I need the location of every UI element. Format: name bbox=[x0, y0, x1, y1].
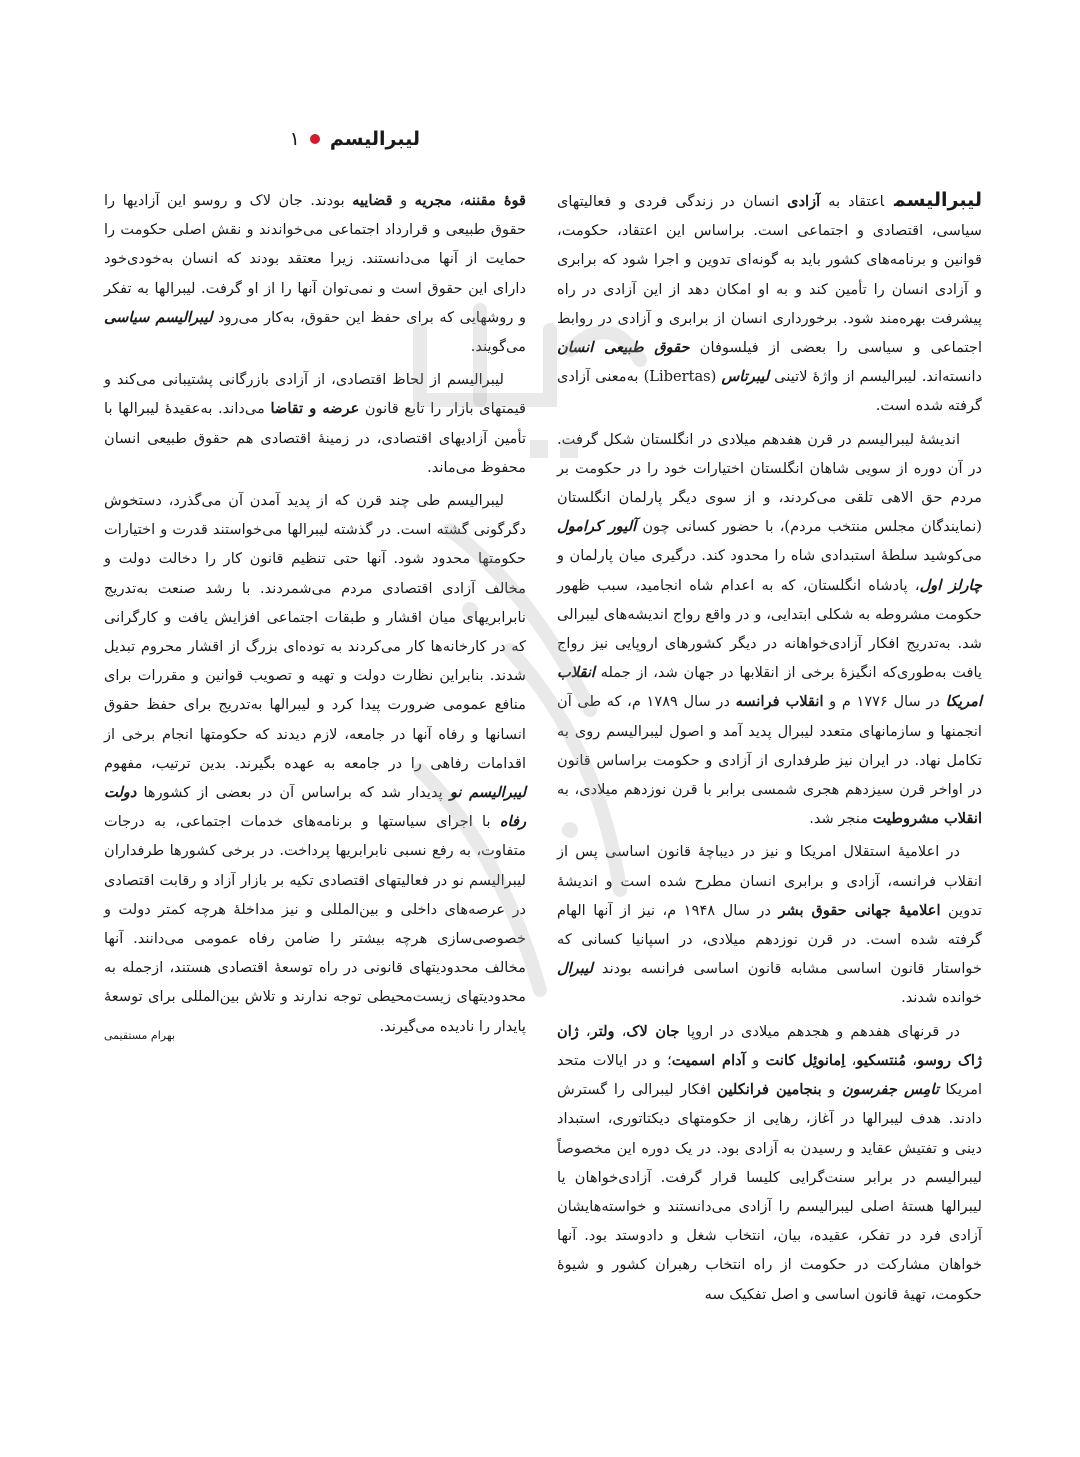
left-column bbox=[104, 186, 526, 1050]
text-span: می‌گویند. bbox=[470, 338, 526, 356]
page-header bbox=[120, 124, 420, 154]
bold-italic-term: حقوق طبیعی انسان bbox=[557, 339, 690, 357]
text-span: و bbox=[745, 1051, 766, 1069]
bold-italic-term: انقلاب امریکا bbox=[557, 664, 983, 711]
bold-term: ژان ژاک روسو bbox=[557, 1022, 983, 1069]
text-span: در اعلامیهٔ استقلال امریکا و نیز در دیباچهٔ قانون اساسی پس از انقلاب فرانسه، آزادی و برابری انسان مطرح شده است و اندیشهٔ تدوین bbox=[557, 843, 982, 919]
bold-italic-term: چارلز اول bbox=[919, 576, 982, 594]
bold-italic-term: لیبرالیسم سیاسی bbox=[104, 308, 213, 326]
bold-term: انقلاب مشروطیت bbox=[872, 810, 982, 828]
paragraph-history bbox=[557, 425, 982, 834]
bold-term: عرضه و تقاضا bbox=[270, 400, 360, 418]
text-span: و bbox=[821, 1081, 842, 1099]
bold-term: قضاییه bbox=[352, 192, 393, 209]
text-span: بودند. جان لاک و روسو این آزادیها را حقوق طبیعی و قرارداد اجتماعی می‌خواندند و نقش اصلی حکومت را حمایت از آنها می‌دانستند. زیرا معتقد بودند که انسان به‌خودی‌خود دارای این حقوق است و نمی‌توان آنها را از او گرفت. لیبرالها به تفکر و روشهایی که برای حفظ این حقوق، به‌کار می‌رود bbox=[104, 192, 526, 326]
bold-term: مُنتسکیو bbox=[856, 1051, 907, 1069]
text-span: اعتقاد به bbox=[820, 193, 885, 210]
text-span: اندیشهٔ لیبرالیسم در قرن هفدهم میلادی در انگلستان شکل گرفت. در آن دوره از سویی شاهان انگلستان اختیارات خود را در حکومت بر مردم حق الاهی تلقی می‌کردند، و از سوی دیگر پارلمان انگلستان (نمایندگان مجلس منتخب مردم)، با حضور کسانی چون bbox=[557, 430, 982, 536]
paragraph-thinkers bbox=[557, 1017, 982, 1309]
text-span: ، پادشاه انگلستان، که به اعدام شاه انجامید، سبب ظهور حکومت مشروطه به شکلی ابتدایی، و در واقع رواج اندیشه‌های لیبرالی شد. به‌تدریج افکار آزادی‌خواهانه در دیگر کشورهای اروپایی نیز رواج یافت به‌طوری‌که انگیزهٔ برخی از انقلابها در جهان شد، از جمله bbox=[557, 576, 982, 682]
page-number: ۱ bbox=[289, 128, 300, 150]
text-span: لیبرالیسم طی چند قرن که از پدید آمدن آن می‌گذرد، دستخوش دگرگونی گشته است. در گذشته لیبرالها می‌خواستند قدرت و اختیارات حکومتها محدود شود. آنها حتی تنظیم قانون کار را دخالت دولت و مخالف آزادی اقتصادی مردم می‌شمردند. با رشد صنعت به‌تدریج نابرابریهای میان اقشار و طبقات اجتماعی افزایش یافت و کارگرانی که در کارخانه‌ها کار می‌کردند به توده‌ای بزرگ از اقشار محروم تبدیل شدند. بنابراین نظارت دولت و تهیه و تصویب قوانین و مقررات برای منافع عمومی ضرورت پیدا کرد و لیبرالها به‌تدریج برای حفظ حقوق انسانها و رفاه آنها در جامعه، لازم دیدند که حکومتها انجام برخی از اقدامات رفاهی را در جامعه به عهده بگیرند. بدین ترتیب، مفهوم bbox=[104, 492, 526, 772]
paragraph-economic bbox=[104, 365, 526, 482]
text-span: در قرنهای هفدهم و هجدهم میلادی در اروپا bbox=[679, 1022, 960, 1040]
text-span: ، bbox=[451, 192, 465, 209]
text-span: منجر شد. bbox=[809, 810, 873, 828]
text-span: افکار لیبرالی را گسترش دادند. هدف لیبرالها در آغاز، رهایی از حکومتهای دیکتاتوری، استبداد دینی و تفتیش عقاید و رسیدن به آزادی بود. در یک دوره این مخصوصاً لیبرالیسم در برابر سنت‌گرایی کلیسا قرار گرفت. آزادی‌خواهان یا لیبرالها هستهٔ اصلی لیبرالیسم را آزادی می‌دانستند و خواسته‌هایشان آزادی فرد در تفکر، عقیده، بیان، انتخاب شغل و دادوستد بود. آنها خواهان مشارکت در حکومت از راه انتخاب رهبران کشور و شیوهٔ حکومت، تهیهٔ قانون اساسی و اصل تفکیک سه bbox=[557, 1081, 982, 1303]
text-span: با اجرای سیاستها و برنامه‌های خدمات اجتماعی، به درجات متفاوت، به رفع نسبی نابرابریها پرداخت. در برخی کشورها طرفداران لیبرالیسم نو در فعالیتهای اقتصادی تکیه بر بازار آزاد و رقابت اقتصادی در عرصه‌های داخلی و بین‌المللی و نیز مداخلهٔ هرچه کمتر دولت و خصوصی‌سازی هرچه بیشتر را ضامن رفاه عمومی می‌دانند. آنها مخالف محدودیتهای قانونی در راه توسعهٔ اقتصادی هستند، ازجمله به محدودیتهای زیست‌محیطی توجه ندارند و تلاش بین‌المللی برای توسعهٔ پایدار را نادیده می‌گیرند. bbox=[104, 813, 526, 1035]
text-span: خوانده شدند. bbox=[901, 989, 982, 1007]
text-span: ، bbox=[845, 1051, 857, 1069]
text-span: دانسته‌اند. لیبرالیسم از واژهٔ لاتینی bbox=[769, 368, 982, 386]
text-span: می‌داند. به‌عقیدهٔ لیبرالها با تأمین آزادیهای اقتصادی، در زمینهٔ اقتصادی هم حقوق طبیعی انسان محفوظ می‌ماند. bbox=[104, 400, 526, 476]
text-span: پدیدار شد که براساس آن در بعضی از کشورها bbox=[136, 784, 450, 802]
bold-term: جان لاک bbox=[626, 1022, 680, 1040]
text-span: ، bbox=[906, 1051, 918, 1069]
text-span: لیبرالیسم از لحاظ اقتصادی، از آزادی بازرگانی پشتیبانی می‌کند و قیمتهای بازار را تابع قانون bbox=[104, 371, 526, 418]
header-bullet-icon bbox=[310, 134, 320, 144]
bold-term: آدام اسمیت bbox=[671, 1051, 746, 1069]
text-span: ) به‌معنی آزادی گرفته شده است. bbox=[557, 368, 982, 415]
header-title: لیبرالیسم bbox=[329, 128, 420, 150]
bold-italic-term: دولت رفاه bbox=[104, 784, 526, 831]
bold-italic-term: آلیور کرامول bbox=[557, 518, 637, 536]
bold-term: اِمانوئِل کانت bbox=[765, 1051, 846, 1069]
paragraph-neoliberalism bbox=[104, 486, 526, 1041]
paragraph-intro bbox=[557, 186, 982, 421]
text-span: می‌کوشید سلطهٔ استبدادی شاه را محدود کند. درگیری میان پارلمان و bbox=[557, 547, 982, 565]
paragraph-powers bbox=[104, 186, 526, 361]
bold-term: مجریه bbox=[414, 192, 452, 209]
bold-italic-term: لیبرتاس bbox=[721, 368, 770, 386]
bold-italic-term: تامِس جفرسون bbox=[841, 1081, 939, 1099]
text-span: در سال ۱۷۷۶ م و bbox=[823, 693, 946, 711]
bold-term: اعلامیهٔ جهانی حقوق بشر bbox=[778, 901, 941, 919]
entry-headword: لیبرالیسم bbox=[894, 189, 982, 211]
text-span: در سال ۱۷۸۹ م، که طی آن انجمنها و سازمانهای متعدد لیبرال پدید آمد و اصول لیبرالیسم روی به تکامل نهاد. در ایران نیز طرفداری از آزادی و حکومت براساس قانون در اواخر قرن سیزدهم هجری شمسی برابر با قرن نوزدهم میلادی، به bbox=[557, 693, 982, 799]
text-span: و bbox=[392, 192, 415, 209]
text-span: ؛ و در ایالات متحد امریکا bbox=[557, 1051, 983, 1099]
paragraph-declarations bbox=[557, 837, 982, 1012]
text-span: ، bbox=[578, 1022, 591, 1040]
latin-term: Libertas bbox=[649, 368, 711, 386]
right-column bbox=[557, 186, 982, 1313]
bold-italic-term: لیبرال bbox=[557, 960, 593, 978]
bold-italic-term: لیبرالیسم نو bbox=[449, 784, 527, 802]
text-span: انسان در زندگی فردی و فعالیتهای سیاسی، اقتصادی و اجتماعی است. براساس این اعتقاد، حکومت، قوانین و برنامه‌های کشور باید به گونه‌ای تدوین و اجرا شود که برابری و آزادی انسان را تأمین کند و به او امکان دهد از این آزادی در راه پیشرفت بهره‌مند شود. برخورداری انسان از برابری و آزادی در روابط اجتماعی و سیاسی را بعضی از فیلسوفان bbox=[557, 193, 983, 357]
bold-term: بنجامین فرانکلین bbox=[717, 1081, 822, 1099]
text-span: ، bbox=[614, 1022, 627, 1040]
text-span: در سال ۱۹۴۸ م، نیز از آنها الهام گرفته شده است. در قرن نوزدهم میلادی، در اسپانیا کسانی که خواستار قانون اساسی مشابه قانون اساسی فرانسه بودند bbox=[557, 901, 982, 978]
author-credit: بهرام مستقیمی bbox=[104, 1028, 176, 1042]
bold-term: انقلاب فرانسه bbox=[735, 693, 824, 711]
bold-term: قوهٔ مقننه bbox=[464, 192, 526, 209]
bold-term: آزادی bbox=[787, 193, 821, 210]
text-span: ( bbox=[710, 368, 722, 386]
bold-term: ولتر bbox=[590, 1022, 615, 1040]
